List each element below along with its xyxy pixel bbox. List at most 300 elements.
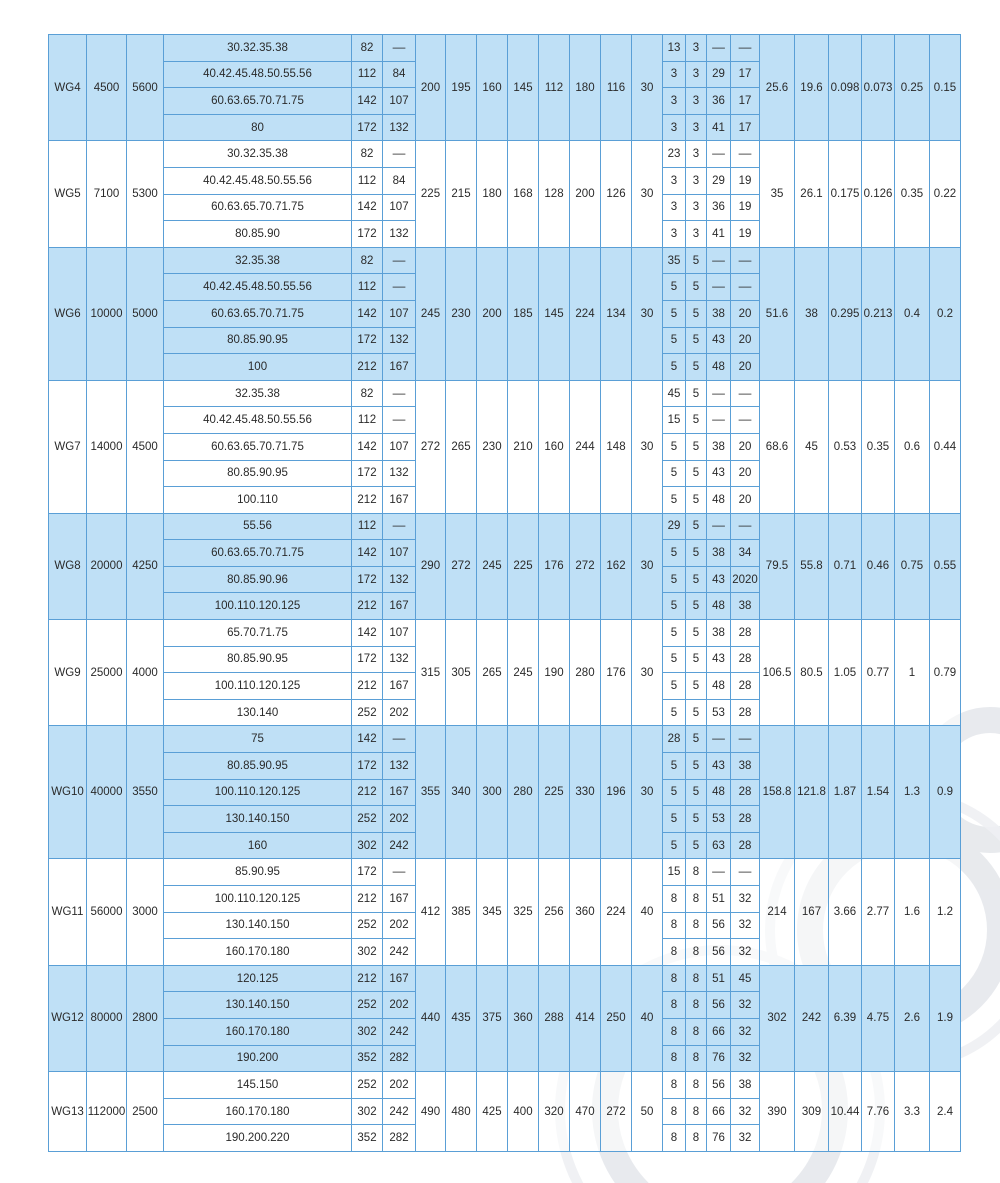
length-l1-cell: 142 — [352, 194, 383, 221]
dimension-cell: 244 — [570, 380, 601, 513]
param-a-cell: 8 — [663, 886, 686, 913]
param-b-cell: 5 — [686, 779, 707, 806]
length-l2-cell: 132 — [383, 327, 416, 354]
param-c-cell: 29 — [707, 61, 731, 88]
param-d-cell: 20 — [731, 460, 760, 487]
param-d-cell: 38 — [731, 1072, 760, 1099]
param-a-cell: 5 — [663, 593, 686, 620]
rating-cell: 25000 — [87, 620, 127, 726]
length-l2-cell: 167 — [383, 593, 416, 620]
model-group — [49, 247, 961, 380]
dimension-cell: 345 — [477, 859, 508, 965]
dimension-cell: 435 — [446, 965, 477, 1071]
length-l2-cell: 132 — [383, 460, 416, 487]
property-cell: 1.05 — [829, 620, 862, 726]
param-d-cell: 28 — [731, 699, 760, 726]
param-a-cell: 35 — [663, 247, 686, 274]
dimension-cell: 280 — [570, 620, 601, 726]
param-d-cell: 20 — [731, 300, 760, 327]
length-l1-cell: 82 — [352, 35, 383, 62]
param-d-cell: 28 — [731, 832, 760, 859]
param-d-cell: –– — [731, 726, 760, 753]
param-c-cell: 36 — [707, 88, 731, 115]
bore-spec-cell: 100.110.120.125 — [164, 593, 352, 620]
dimension-cell: 200 — [477, 247, 508, 380]
model-group — [49, 141, 961, 247]
param-d-cell: 20 — [731, 433, 760, 460]
speed-cell: 3550 — [127, 726, 164, 859]
dimension-cell: 224 — [601, 859, 632, 965]
length-l1-cell: 212 — [352, 487, 383, 514]
model-cell: WG9 — [49, 620, 87, 726]
bore-spec-cell: 80.85.90 — [164, 221, 352, 248]
dimension-cell: 245 — [508, 620, 539, 726]
length-l2-cell: 167 — [383, 886, 416, 913]
length-l1-cell: 172 — [352, 859, 383, 886]
dimension-cell: 272 — [570, 513, 601, 619]
param-d-cell: 28 — [731, 673, 760, 700]
property-cell: 19.6 — [795, 35, 829, 141]
param-c-cell: –– — [707, 247, 731, 274]
param-c-cell: 38 — [707, 433, 731, 460]
property-cell: 302 — [760, 965, 795, 1071]
bore-spec-cell: 190.200 — [164, 1045, 352, 1072]
param-b-cell: 8 — [686, 1018, 707, 1045]
bore-spec-cell: 75 — [164, 726, 352, 753]
param-c-cell: 66 — [707, 1018, 731, 1045]
dimension-cell: 360 — [570, 859, 601, 965]
dimension-cell: 288 — [539, 965, 570, 1071]
rating-cell: 80000 — [87, 965, 127, 1071]
property-cell: 26.1 — [795, 141, 829, 247]
bore-spec-cell: 60.63.65.70.71.75 — [164, 194, 352, 221]
property-cell: 0.213 — [862, 247, 895, 380]
rating-cell: 7100 — [87, 141, 127, 247]
param-a-cell: 8 — [663, 1125, 686, 1152]
dimension-cell: 134 — [601, 247, 632, 380]
param-a-cell: 5 — [663, 487, 686, 514]
length-l1-cell: 252 — [352, 912, 383, 939]
bore-spec-cell: 80.85.90.95 — [164, 646, 352, 673]
param-c-cell: 51 — [707, 886, 731, 913]
param-a-cell: 5 — [663, 620, 686, 647]
model-group — [49, 35, 961, 141]
length-l2-cell: –– — [383, 380, 416, 407]
bore-spec-cell: 60.63.65.70.71.75 — [164, 88, 352, 115]
dimension-cell: 210 — [508, 380, 539, 513]
dimension-cell: 168 — [508, 141, 539, 247]
param-d-cell: –– — [731, 274, 760, 301]
param-c-cell: 76 — [707, 1125, 731, 1152]
property-cell: 0.4 — [895, 247, 930, 380]
property-cell: 0.71 — [829, 513, 862, 619]
model-cell: WG5 — [49, 141, 87, 247]
property-cell: 0.53 — [829, 380, 862, 513]
length-l2-cell: –– — [383, 513, 416, 540]
table-row — [49, 859, 961, 886]
dimension-cell: 176 — [539, 513, 570, 619]
param-a-cell: 45 — [663, 380, 686, 407]
model-cell: WG12 — [49, 965, 87, 1071]
length-l1-cell: 112 — [352, 513, 383, 540]
dimension-cell: 355 — [416, 726, 446, 859]
bore-spec-cell: 100.110.120.125 — [164, 673, 352, 700]
length-l2-cell: 132 — [383, 566, 416, 593]
property-cell: 1.6 — [895, 859, 930, 965]
param-c-cell: –– — [707, 726, 731, 753]
dimension-cell: 225 — [539, 726, 570, 859]
bore-spec-cell: 130.140.150 — [164, 912, 352, 939]
length-l2-cell: –– — [383, 407, 416, 434]
property-cell: 0.25 — [895, 35, 930, 141]
speed-cell: 3000 — [127, 859, 164, 965]
length-l1-cell: 142 — [352, 300, 383, 327]
param-d-cell: 19 — [731, 167, 760, 194]
dimension-cell: 200 — [416, 35, 446, 141]
dimension-cell: 30 — [632, 247, 663, 380]
dimension-cell: 230 — [477, 380, 508, 513]
property-cell: 0.79 — [930, 620, 961, 726]
param-b-cell: 8 — [686, 886, 707, 913]
property-cell: 1.87 — [829, 726, 862, 859]
property-cell: 2.6 — [895, 965, 930, 1071]
param-a-cell: 8 — [663, 1098, 686, 1125]
bore-spec-cell: 32.35.38 — [164, 380, 352, 407]
model-cell: WG8 — [49, 513, 87, 619]
length-l1-cell: 142 — [352, 433, 383, 460]
bore-spec-cell: 85.90.95 — [164, 859, 352, 886]
param-d-cell: 38 — [731, 593, 760, 620]
param-a-cell: 15 — [663, 407, 686, 434]
param-a-cell: 8 — [663, 1072, 686, 1099]
property-cell: 167 — [795, 859, 829, 965]
length-l1-cell: 252 — [352, 992, 383, 1019]
param-d-cell: –– — [731, 513, 760, 540]
param-d-cell: 20 — [731, 327, 760, 354]
length-l1-cell: 142 — [352, 726, 383, 753]
param-d-cell: 19 — [731, 221, 760, 248]
length-l1-cell: 302 — [352, 1018, 383, 1045]
dimension-cell: 126 — [601, 141, 632, 247]
length-l2-cell: 202 — [383, 699, 416, 726]
property-cell: 0.15 — [930, 35, 961, 141]
length-l1-cell: 172 — [352, 753, 383, 780]
param-c-cell: 41 — [707, 221, 731, 248]
rating-cell: 4500 — [87, 35, 127, 141]
param-c-cell: –– — [707, 380, 731, 407]
length-l2-cell: 202 — [383, 1072, 416, 1099]
dimension-cell: 160 — [539, 380, 570, 513]
param-a-cell: 8 — [663, 965, 686, 992]
property-cell: 1.3 — [895, 726, 930, 859]
length-l1-cell: 142 — [352, 88, 383, 115]
dimension-cell: 30 — [632, 380, 663, 513]
property-cell: 0.75 — [895, 513, 930, 619]
property-cell: 80.5 — [795, 620, 829, 726]
param-b-cell: 3 — [686, 167, 707, 194]
dimension-cell: 256 — [539, 859, 570, 965]
param-a-cell: 5 — [663, 753, 686, 780]
param-b-cell: 8 — [686, 1045, 707, 1072]
property-cell: 0.126 — [862, 141, 895, 247]
param-c-cell: 38 — [707, 540, 731, 567]
dimension-cell: 375 — [477, 965, 508, 1071]
param-c-cell: –– — [707, 274, 731, 301]
param-b-cell: 5 — [686, 513, 707, 540]
dimension-cell: 180 — [477, 141, 508, 247]
param-b-cell: 5 — [686, 753, 707, 780]
model-cell: WG7 — [49, 380, 87, 513]
bore-spec-cell: 65.70.71.75 — [164, 620, 352, 647]
length-l1-cell: 252 — [352, 699, 383, 726]
length-l2-cell: 242 — [383, 1018, 416, 1045]
param-b-cell: 5 — [686, 300, 707, 327]
length-l2-cell: 282 — [383, 1125, 416, 1152]
bore-spec-cell: 190.200.220 — [164, 1125, 352, 1152]
param-b-cell: 5 — [686, 433, 707, 460]
rating-cell: 14000 — [87, 380, 127, 513]
param-c-cell: 53 — [707, 699, 731, 726]
dimension-cell: 272 — [601, 1072, 632, 1152]
param-d-cell: 20 — [731, 487, 760, 514]
dimension-cell: 180 — [570, 35, 601, 141]
param-d-cell: 45 — [731, 965, 760, 992]
param-c-cell: 41 — [707, 114, 731, 141]
param-a-cell: 15 — [663, 859, 686, 886]
param-d-cell: 32 — [731, 912, 760, 939]
length-l2-cell: 132 — [383, 646, 416, 673]
dimension-cell: 176 — [601, 620, 632, 726]
property-cell: 45 — [795, 380, 829, 513]
property-cell: 0.44 — [930, 380, 961, 513]
length-l1-cell: 352 — [352, 1125, 383, 1152]
bore-spec-cell: 60.63.65.70.71.75 — [164, 540, 352, 567]
property-cell: 0.46 — [862, 513, 895, 619]
length-l2-cell: 107 — [383, 540, 416, 567]
property-cell: 7.76 — [862, 1072, 895, 1152]
length-l1-cell: 302 — [352, 832, 383, 859]
param-c-cell: 56 — [707, 912, 731, 939]
dimension-cell: 185 — [508, 247, 539, 380]
dimension-cell: 315 — [416, 620, 446, 726]
table-row — [49, 513, 961, 540]
length-l1-cell: 112 — [352, 274, 383, 301]
property-cell: 3.66 — [829, 859, 862, 965]
length-l1-cell: 172 — [352, 327, 383, 354]
table-row — [49, 141, 961, 168]
param-d-cell: 19 — [731, 194, 760, 221]
bore-spec-cell: 100 — [164, 354, 352, 381]
length-l2-cell: 202 — [383, 806, 416, 833]
bore-spec-cell: 130.140 — [164, 699, 352, 726]
param-d-cell: 32 — [731, 1018, 760, 1045]
param-c-cell: 38 — [707, 620, 731, 647]
param-b-cell: 3 — [686, 61, 707, 88]
speed-cell: 4000 — [127, 620, 164, 726]
param-c-cell: 76 — [707, 1045, 731, 1072]
length-l2-cell: 107 — [383, 88, 416, 115]
length-l1-cell: 82 — [352, 380, 383, 407]
param-c-cell: –– — [707, 407, 731, 434]
bore-spec-cell: 100.110 — [164, 487, 352, 514]
property-cell: 2.4 — [930, 1072, 961, 1152]
bore-spec-cell: 160.170.180 — [164, 1018, 352, 1045]
property-cell: 6.39 — [829, 965, 862, 1071]
length-l1-cell: 212 — [352, 965, 383, 992]
rating-cell: 20000 — [87, 513, 127, 619]
model-group — [49, 620, 961, 726]
bore-spec-cell: 80.85.90.95 — [164, 460, 352, 487]
length-l1-cell: 212 — [352, 886, 383, 913]
param-a-cell: 5 — [663, 806, 686, 833]
param-c-cell: 48 — [707, 354, 731, 381]
param-c-cell: 43 — [707, 327, 731, 354]
dimension-cell: 30 — [632, 513, 663, 619]
param-c-cell: 48 — [707, 779, 731, 806]
length-l2-cell: –– — [383, 141, 416, 168]
length-l2-cell: 107 — [383, 194, 416, 221]
length-l1-cell: 172 — [352, 460, 383, 487]
dimension-cell: 145 — [539, 247, 570, 380]
dimension-cell: 280 — [508, 726, 539, 859]
bore-spec-cell: 80.85.90.96 — [164, 566, 352, 593]
param-b-cell: 5 — [686, 673, 707, 700]
model-group — [49, 380, 961, 513]
param-b-cell: 3 — [686, 88, 707, 115]
param-d-cell: –– — [731, 35, 760, 62]
dimension-cell: 30 — [632, 35, 663, 141]
param-c-cell: 43 — [707, 566, 731, 593]
param-a-cell: 3 — [663, 167, 686, 194]
property-cell: 1.54 — [862, 726, 895, 859]
model-group — [49, 965, 961, 1071]
param-a-cell: 5 — [663, 699, 686, 726]
param-b-cell: 5 — [686, 593, 707, 620]
speed-cell: 5000 — [127, 247, 164, 380]
length-l2-cell: 242 — [383, 1098, 416, 1125]
dimension-cell: 196 — [601, 726, 632, 859]
param-b-cell: 8 — [686, 1098, 707, 1125]
dimension-cell: 145 — [508, 35, 539, 141]
param-d-cell: 32 — [731, 939, 760, 966]
length-l2-cell: 202 — [383, 912, 416, 939]
property-cell: 0.35 — [895, 141, 930, 247]
bore-spec-cell: 80 — [164, 114, 352, 141]
param-a-cell: 5 — [663, 327, 686, 354]
length-l2-cell: 84 — [383, 61, 416, 88]
bore-spec-cell: 40.42.45.48.50.55.56 — [164, 407, 352, 434]
dimension-cell: 360 — [508, 965, 539, 1071]
property-cell: 1.9 — [930, 965, 961, 1071]
length-l2-cell: 167 — [383, 487, 416, 514]
param-b-cell: 8 — [686, 912, 707, 939]
length-l1-cell: 212 — [352, 779, 383, 806]
property-cell: 242 — [795, 965, 829, 1071]
model-group — [49, 1072, 961, 1152]
param-a-cell: 5 — [663, 354, 686, 381]
param-a-cell: 29 — [663, 513, 686, 540]
dimension-cell: 30 — [632, 141, 663, 247]
rating-cell: 10000 — [87, 247, 127, 380]
param-a-cell: 8 — [663, 992, 686, 1019]
bore-spec-cell: 30.32.35.38 — [164, 141, 352, 168]
property-cell: 4.75 — [862, 965, 895, 1071]
property-cell: 68.6 — [760, 380, 795, 513]
length-l1-cell: 82 — [352, 247, 383, 274]
param-c-cell: 56 — [707, 992, 731, 1019]
dimension-cell: 162 — [601, 513, 632, 619]
length-l2-cell: 84 — [383, 167, 416, 194]
property-cell: 38 — [795, 247, 829, 380]
param-c-cell: 43 — [707, 646, 731, 673]
property-cell: 79.5 — [760, 513, 795, 619]
param-d-cell: 17 — [731, 61, 760, 88]
length-l1-cell: 352 — [352, 1045, 383, 1072]
param-b-cell: 8 — [686, 859, 707, 886]
param-d-cell: 17 — [731, 88, 760, 115]
length-l1-cell: 112 — [352, 61, 383, 88]
property-cell: 0.35 — [862, 380, 895, 513]
dimension-cell: 40 — [632, 965, 663, 1071]
param-b-cell: 5 — [686, 566, 707, 593]
param-a-cell: 8 — [663, 1045, 686, 1072]
bore-spec-cell: 30.32.35.38 — [164, 35, 352, 62]
dimension-cell: 190 — [539, 620, 570, 726]
param-d-cell: –– — [731, 859, 760, 886]
param-d-cell: 34 — [731, 540, 760, 567]
length-l1-cell: 172 — [352, 646, 383, 673]
param-b-cell: 5 — [686, 247, 707, 274]
param-b-cell: 8 — [686, 992, 707, 1019]
dimension-cell: 400 — [508, 1072, 539, 1152]
model-cell: WG10 — [49, 726, 87, 859]
dimension-cell: 40 — [632, 859, 663, 965]
length-l2-cell: –– — [383, 247, 416, 274]
param-d-cell: –– — [731, 407, 760, 434]
length-l2-cell: 132 — [383, 221, 416, 248]
param-d-cell: 32 — [731, 886, 760, 913]
property-cell: 1 — [895, 620, 930, 726]
length-l2-cell: 242 — [383, 832, 416, 859]
param-b-cell: 5 — [686, 832, 707, 859]
property-cell: 51.6 — [760, 247, 795, 380]
property-cell: 0.098 — [829, 35, 862, 141]
bore-spec-cell: 100.110.120.125 — [164, 779, 352, 806]
property-cell: 0.2 — [930, 247, 961, 380]
param-b-cell: 5 — [686, 620, 707, 647]
param-c-cell: 43 — [707, 460, 731, 487]
param-b-cell: 5 — [686, 407, 707, 434]
param-b-cell: 5 — [686, 380, 707, 407]
table-row — [49, 726, 961, 753]
length-l2-cell: 107 — [383, 620, 416, 647]
param-b-cell: 8 — [686, 939, 707, 966]
speed-cell: 2500 — [127, 1072, 164, 1152]
bore-spec-cell: 60.63.65.70.71.75 — [164, 433, 352, 460]
coupling-spec-table — [48, 34, 961, 1152]
param-a-cell: 28 — [663, 726, 686, 753]
dimension-cell: 225 — [416, 141, 446, 247]
dimension-cell: 224 — [570, 247, 601, 380]
length-l2-cell: –– — [383, 859, 416, 886]
length-l2-cell: 282 — [383, 1045, 416, 1072]
param-b-cell: 5 — [686, 274, 707, 301]
model-group — [49, 859, 961, 965]
bore-spec-cell: 55.56 — [164, 513, 352, 540]
param-d-cell: 38 — [731, 753, 760, 780]
property-cell: 3.3 — [895, 1072, 930, 1152]
param-d-cell: 32 — [731, 1098, 760, 1125]
